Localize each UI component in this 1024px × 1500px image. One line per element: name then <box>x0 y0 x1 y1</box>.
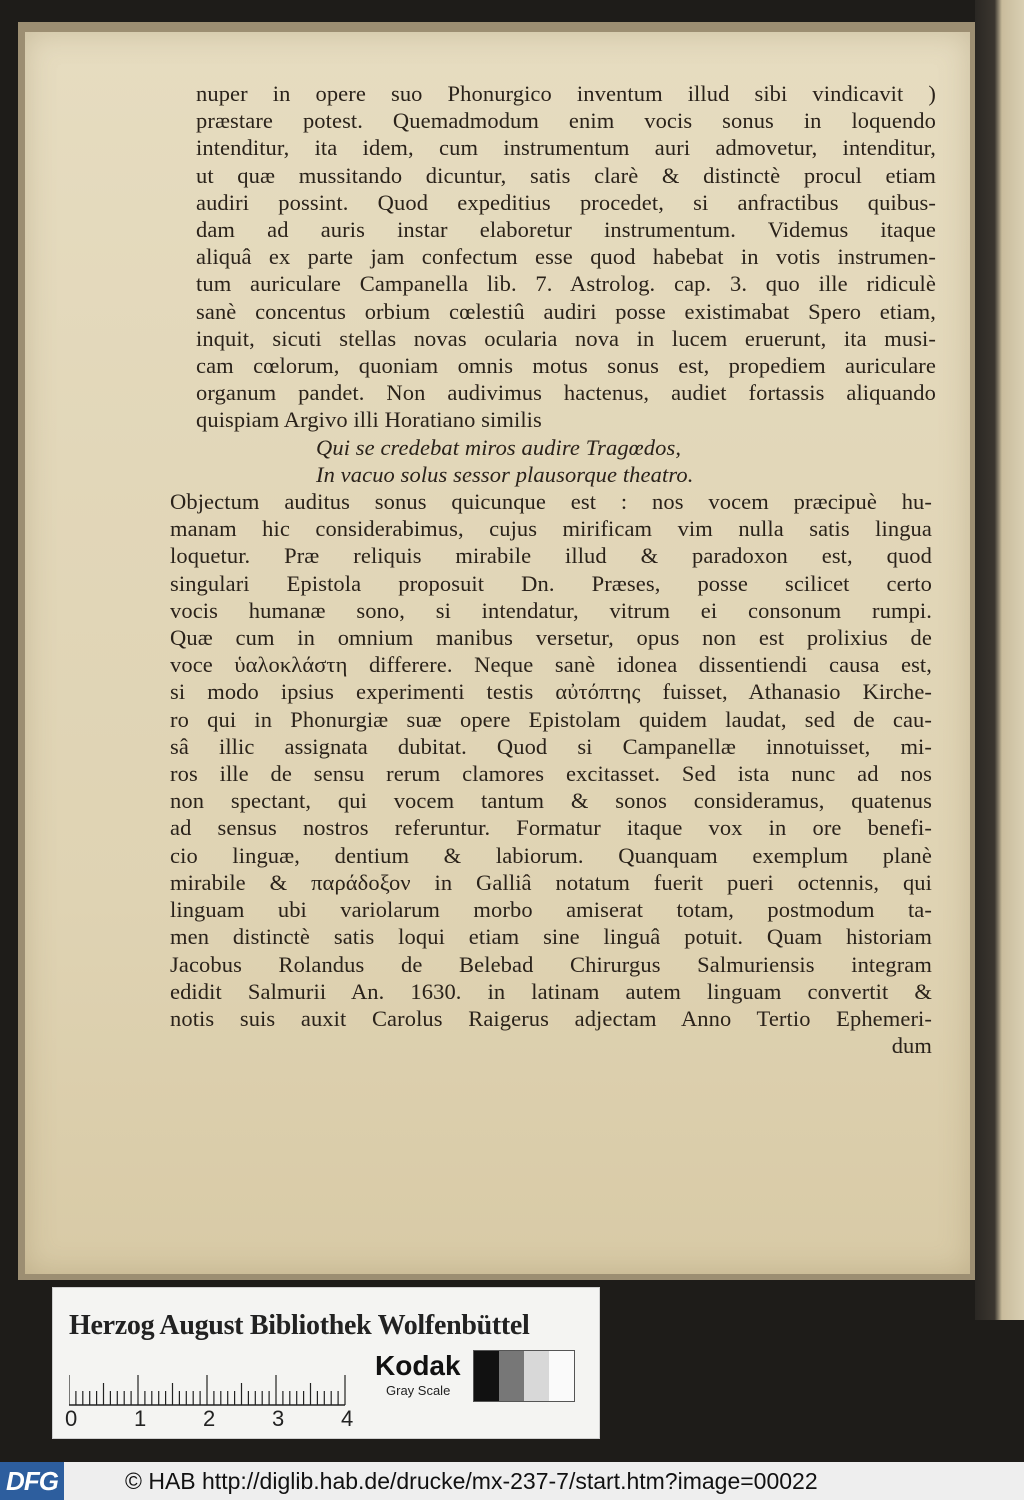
text-line: inquit, sicuti stellas novas ocularia nova in lucem eruerunt, ita musi- <box>196 325 936 351</box>
swatch-white <box>549 1351 574 1401</box>
gray-scale-label: Gray Scale <box>386 1383 451 1398</box>
footer-bar <box>0 1462 1024 1500</box>
text-line: nuper in opere suo Phonurgico inventum illud sibi vindicavit ) <box>196 81 936 106</box>
text-line: mirabile & παράδοξον in Galliâ notatum fuerit pueri octennis, qui <box>170 869 932 895</box>
kodak-logo: Kodak <box>375 1350 461 1381</box>
ruler-scale <box>69 1356 359 1406</box>
text-line: organum pandet. Non audivimus hactenus, audiet fortassis aliquando <box>196 380 936 406</box>
text-line: singulari Epistola proposuit Dn. Præses, posse scilicet certo <box>170 570 932 596</box>
adjacent-page-strip <box>975 0 1024 1320</box>
text-line: cam cœlorum, quoniam omnis motus sonus est, propediem auriculare <box>196 353 936 379</box>
text-line: aliquâ ex parte jam confectum esse quod habebat in votis instrumen- <box>196 244 936 270</box>
library-name: Herzog August Bibliothek Wolfenbüttel <box>69 1310 530 1341</box>
text-line: ad sensus nostros referuntur. Formatur itaque vox in ore benefi- <box>170 815 932 841</box>
text-line: intenditur, ita idem, cum instrumentum auri admovetur, intenditur, <box>196 135 936 161</box>
dfg-logo[interactable]: DFG <box>0 1462 64 1500</box>
text-line: sanè concentus orbium cœlestiû audiri posse existimabat Spero etiam, <box>196 298 936 324</box>
text-line: ros ille de sensu rerum clamores excitasset. Sed ista nunc ad nos <box>170 761 932 787</box>
text-line: loquetur. Præ reliquis mirabile illud & paradoxon est, quod <box>170 543 932 569</box>
text-line: quispiam Argivo illi Horatiano similis <box>196 407 542 433</box>
swatch-light <box>524 1351 549 1401</box>
text-line: ro qui in Phonurgiæ suæ opere Epistolam quidem laudat, sed de cau- <box>170 706 932 732</box>
text-line: si modo ipsius experimenti testis αὐτόπτης fuisset, Athanasio Kirche- <box>170 679 932 705</box>
gray-scale-swatches <box>473 1350 575 1402</box>
ruler-number: 4 <box>341 1406 354 1431</box>
text-line: linguam ubi variolarum morbo amiserat totam, postmodum ta- <box>170 897 932 923</box>
text-line: sâ illic assignata dubitat. Quod si Campanellæ innotuisset, mi- <box>170 733 932 759</box>
text-line: non spectant, qui vocem tantum & sonos consideramus, quatenus <box>170 788 932 814</box>
text-line: Quæ cum in omnium manibus versetur, opus non est prolixius de <box>170 625 932 651</box>
text-line: Jacobus Rolandus de Belebad Chirurgus Salmuriensis integram <box>170 951 932 977</box>
text-line: ut quæ mussitando dicuntur, satis clarè & distinctè procul etiam <box>196 162 936 188</box>
archive-color-label <box>52 1287 600 1439</box>
copyright-url[interactable]: © HAB http://diglib.hab.de/drucke/mx-237-7/start.htm?image=00022 <box>125 1468 818 1494</box>
ruler-number: 1 <box>134 1406 147 1431</box>
ruler-number: 0 <box>65 1406 78 1431</box>
text-line: dam ad auris instar elaboretur instrumentum. Videmus itaque <box>196 217 936 243</box>
text-line: cio linguæ, dentium & labiorum. Quanquam exemplum planè <box>170 842 932 868</box>
text-line: voce ὑαλοκλάστη differere. Neque sanè idonea dissentiendi causa est, <box>170 652 932 678</box>
text-line: manam hic considerabimus, cujus mirificam vim nulla satis lingua <box>170 516 932 542</box>
ruler-numbers <box>65 1406 365 1430</box>
catchword: dum <box>891 1033 932 1059</box>
text-line: vocis humanæ sono, si intendatur, vitrum ei consonum rumpi. <box>170 597 932 623</box>
swatch-gray <box>499 1351 524 1401</box>
text-line: præstare potest. Quemadmodum enim vocis sonus in loquendo <box>196 108 936 134</box>
text-line: Objectum auditus sonus quicunque est : nos vocem præcipuè hu- <box>170 489 932 515</box>
text-line: men distinctè satis loqui etiam sine linguâ potuit. Quam historiam <box>170 924 932 950</box>
swatch-black <box>474 1351 499 1401</box>
verse-line: In vacuo solus sessor plausorque theatro. <box>316 461 694 487</box>
ruler-number: 2 <box>203 1406 216 1431</box>
verse-line: Qui se credebat miros audire Tragœdos, <box>316 434 682 460</box>
ruler-number: 3 <box>272 1406 285 1431</box>
text-line: tum auriculare Campanella lib. 7. Astrolog. cap. 3. quo ille ridiculè <box>196 271 936 297</box>
text-line: audiri possint. Quod expeditius procedet, si anfractibus quibus- <box>196 189 936 215</box>
text-line: notis suis auxit Carolus Raigerus adjectam Anno Tertio Ephemeri- <box>170 1005 932 1031</box>
page-text-block <box>170 80 936 1059</box>
paragraph-2 <box>170 488 932 1059</box>
text-line: edidit Salmurii An. 1630. in latinam autem linguam convertit & <box>170 978 932 1004</box>
